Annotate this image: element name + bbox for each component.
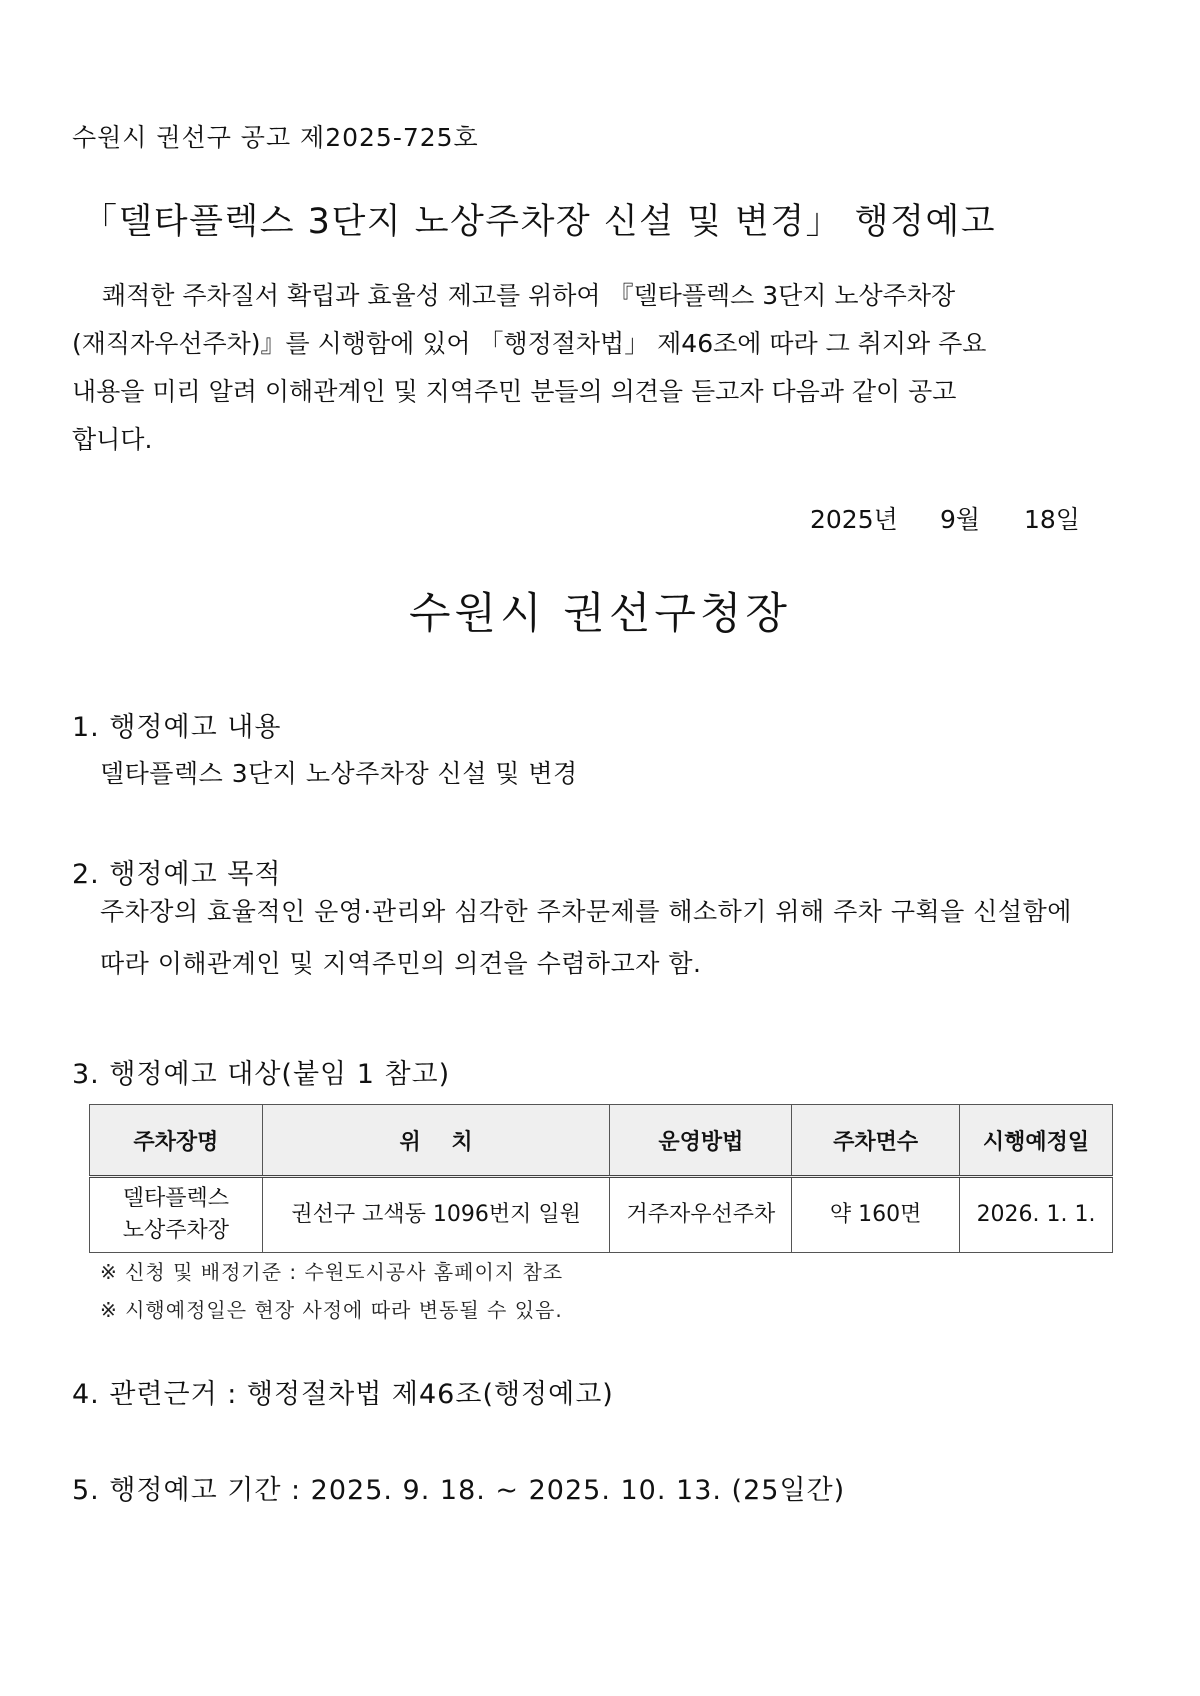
date-month: 9월 — [940, 505, 981, 534]
start-date-cell: 2026. 1. 1. — [960, 1177, 1113, 1253]
table-header-row — [90, 1105, 1113, 1177]
section-body — [100, 886, 1072, 990]
parking-lot-name-cell — [90, 1177, 263, 1253]
table-header-cell: 운영방법 — [610, 1105, 792, 1177]
table-header-cell: 주차면수 — [792, 1105, 960, 1177]
intro-line: 내용을 미리 알려 이해관계인 및 지역주민 분들의 의견을 듣고자 다음과 같이 공고 — [72, 377, 957, 406]
location-cell: 권선구 고색동 1096번지 일원 — [262, 1177, 610, 1253]
document-title: 「델타플렉스 3단지 노상주차장 신설 및 변경」 행정예고 — [82, 202, 997, 242]
section-heading: 4. 관련근거 : 행정절차법 제46조(행정예고) — [72, 1379, 614, 1410]
section-body-line: 따라 이해관계인 및 지역주민의 의견을 수렴하고자 함. — [100, 949, 702, 978]
table-note: ※ 시행예정일은 현장 사정에 따라 변동될 수 있음. — [100, 1298, 563, 1322]
section-body: 델타플렉스 3단지 노상주차장 신설 및 변경 — [100, 759, 578, 788]
target-table — [89, 1104, 1113, 1253]
intro-line: 합니다. — [72, 425, 153, 454]
table-note: ※ 신청 및 배정기준 : 수원도시공사 홈페이지 참조 — [100, 1260, 564, 1284]
intro-line: (재직자우선주차)』를 시행함에 있어 「행정절차법」 제46조에 따라 그 취지와 주요 — [72, 329, 987, 358]
operation-method-cell: 거주자우선주차 — [610, 1177, 792, 1253]
notice-number: 수원시 권선구 공고 제2025-725호 — [72, 123, 479, 152]
intro-line: 쾌적한 주차질서 확립과 효율성 제고를 위하여 『델타플렉스 3단지 노상주차장 — [102, 281, 956, 310]
section-heading: 1. 행정예고 내용 — [72, 712, 282, 743]
parking-lot-name-line: 노상주차장 — [122, 1218, 230, 1243]
table-row — [90, 1177, 1113, 1253]
section-body-line: 주차장의 효율적인 운영·관리와 심각한 주차문제를 해소하기 위해 주차 구획을 신설함에 — [100, 897, 1072, 926]
table-header-cell: 위 치 — [262, 1105, 610, 1177]
section-heading: 2. 행정예고 목적 — [72, 859, 282, 890]
intro-paragraph — [72, 272, 1130, 464]
section-heading: 5. 행정예고 기간 : 2025. 9. 18. ~ 2025. 10. 13. (25일간) — [72, 1475, 846, 1506]
parking-lot-name-line: 델타플렉스 — [122, 1186, 230, 1211]
date-year: 2025년 — [810, 505, 898, 534]
date-day: 18일 — [1024, 505, 1080, 534]
issuer-name: 수원시 권선구청장 — [409, 589, 791, 639]
table-header-cell: 주차장명 — [90, 1105, 263, 1177]
section-heading: 3. 행정예고 대상(붙임 1 참고) — [72, 1059, 451, 1090]
table-header-cell: 시행예정일 — [960, 1105, 1113, 1177]
parking-spaces-cell: 약 160면 — [792, 1177, 960, 1253]
